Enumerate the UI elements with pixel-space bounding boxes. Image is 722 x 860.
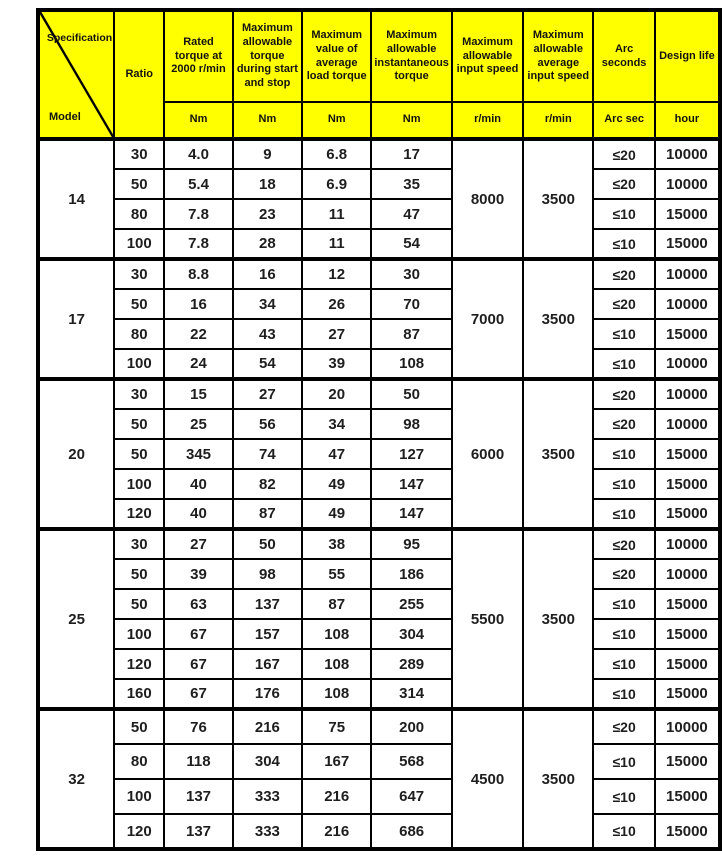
avg-load-torque-cell: 27 [302, 319, 371, 349]
ratio-cell: 100 [114, 619, 164, 649]
startstop-torque-cell: 54 [233, 349, 302, 379]
avg-load-torque-cell: 108 [302, 649, 371, 679]
arc-sec-cell: ≤20 [593, 139, 654, 169]
rated-torque-cell: 345 [164, 439, 232, 469]
avg-load-torque-cell: 11 [302, 229, 371, 259]
design-life-cell: 15000 [655, 814, 720, 849]
instantaneous-torque-cell: 95 [371, 529, 452, 559]
ratio-cell: 120 [114, 814, 164, 849]
unit-cell-design-life: hour [655, 102, 720, 139]
rated-torque-cell: 67 [164, 619, 232, 649]
table-row [38, 139, 720, 169]
column-header-startstop-torque: Maximum allowable torque during start and stop [233, 10, 302, 102]
avg-load-torque-cell: 75 [302, 709, 371, 744]
ratio-column-header: Ratio [114, 10, 164, 139]
input-speed-cell: 6000 [452, 379, 523, 529]
rated-torque-cell: 40 [164, 499, 232, 529]
model-cell: 25 [38, 529, 114, 709]
instantaneous-torque-cell: 127 [371, 439, 452, 469]
startstop-torque-cell: 16 [233, 259, 302, 289]
arc-sec-cell: ≤10 [593, 319, 654, 349]
instantaneous-torque-cell: 47 [371, 199, 452, 229]
column-header-input-speed: Maximum allowable input speed [452, 10, 523, 102]
input-speed-cell: 5500 [452, 529, 523, 709]
ratio-cell: 50 [114, 289, 164, 319]
design-life-cell: 15000 [655, 619, 720, 649]
arc-sec-cell: ≤10 [593, 814, 654, 849]
arc-sec-cell: ≤10 [593, 499, 654, 529]
avg-load-torque-cell: 49 [302, 469, 371, 499]
design-life-cell: 10000 [655, 169, 720, 199]
table-row [38, 744, 720, 779]
instantaneous-torque-cell: 54 [371, 229, 452, 259]
rated-torque-cell: 4.0 [164, 139, 232, 169]
startstop-torque-cell: 82 [233, 469, 302, 499]
table-row [38, 679, 720, 709]
design-life-cell: 10000 [655, 349, 720, 379]
startstop-torque-cell: 27 [233, 379, 302, 409]
ratio-cell: 100 [114, 349, 164, 379]
design-life-cell: 15000 [655, 229, 720, 259]
column-header-arc-seconds: Arc seconds [593, 10, 654, 102]
rated-torque-cell: 118 [164, 744, 232, 779]
table-row [38, 619, 720, 649]
table-row [38, 779, 720, 814]
column-header-design-life: Design life [655, 10, 720, 102]
design-life-cell: 10000 [655, 409, 720, 439]
unit-cell-avg-load-torque: Nm [302, 102, 371, 139]
instantaneous-torque-cell: 50 [371, 379, 452, 409]
table-row [38, 169, 720, 199]
startstop-torque-cell: 50 [233, 529, 302, 559]
ratio-cell: 120 [114, 499, 164, 529]
model-cell: 17 [38, 259, 114, 379]
startstop-torque-cell: 176 [233, 679, 302, 709]
design-life-cell: 10000 [655, 559, 720, 589]
ratio-cell: 160 [114, 679, 164, 709]
corner-specification-label: Specification [46, 32, 113, 44]
design-life-cell: 10000 [655, 379, 720, 409]
rated-torque-cell: 7.8 [164, 199, 232, 229]
arc-sec-cell: ≤20 [593, 559, 654, 589]
avg-load-torque-cell: 167 [302, 744, 371, 779]
corner-model-label: Model [49, 111, 81, 124]
arc-sec-cell: ≤20 [593, 709, 654, 744]
avg-load-torque-cell: 38 [302, 529, 371, 559]
rated-torque-cell: 15 [164, 379, 232, 409]
column-header-rated-torque: Rated torque at 2000 r/min [164, 10, 232, 102]
avg-load-torque-cell: 55 [302, 559, 371, 589]
avg-input-speed-cell: 3500 [523, 259, 593, 379]
rated-torque-cell: 5.4 [164, 169, 232, 199]
avg-load-torque-cell: 20 [302, 379, 371, 409]
ratio-cell: 30 [114, 139, 164, 169]
startstop-torque-cell: 167 [233, 649, 302, 679]
arc-sec-cell: ≤10 [593, 649, 654, 679]
instantaneous-torque-cell: 647 [371, 779, 452, 814]
column-header-avg-input-speed: Maximum allowable average input speed [523, 10, 593, 102]
table-row [38, 589, 720, 619]
ratio-cell: 30 [114, 379, 164, 409]
rated-torque-cell: 7.8 [164, 229, 232, 259]
table-row [38, 319, 720, 349]
avg-input-speed-cell: 3500 [523, 529, 593, 709]
rated-torque-cell: 25 [164, 409, 232, 439]
table-row [38, 529, 720, 559]
avg-input-speed-cell: 3500 [523, 379, 593, 529]
rated-torque-cell: 67 [164, 649, 232, 679]
startstop-torque-cell: 34 [233, 289, 302, 319]
instantaneous-torque-cell: 30 [371, 259, 452, 289]
input-speed-cell: 8000 [452, 139, 523, 259]
arc-sec-cell: ≤20 [593, 169, 654, 199]
instantaneous-torque-cell: 314 [371, 679, 452, 709]
avg-load-torque-cell: 6.9 [302, 169, 371, 199]
corner-diagonal [40, 12, 113, 137]
table-row [38, 199, 720, 229]
arc-sec-cell: ≤20 [593, 529, 654, 559]
rated-torque-cell: 39 [164, 559, 232, 589]
table-row [38, 709, 720, 744]
ratio-cell: 50 [114, 589, 164, 619]
design-life-cell: 15000 [655, 679, 720, 709]
ratio-cell: 80 [114, 744, 164, 779]
unit-cell-avg-input-speed: r/min [523, 102, 593, 139]
avg-input-speed-cell: 3500 [523, 139, 593, 259]
rated-torque-cell: 27 [164, 529, 232, 559]
design-life-cell: 10000 [655, 289, 720, 319]
avg-load-torque-cell: 39 [302, 349, 371, 379]
unit-cell-rated-torque: Nm [164, 102, 232, 139]
table-row [38, 349, 720, 379]
avg-load-torque-cell: 216 [302, 814, 371, 849]
column-header-instantaneous-torque: Maximum allowable instantaneous torque [371, 10, 452, 102]
arc-sec-cell: ≤10 [593, 744, 654, 779]
table-row [38, 409, 720, 439]
arc-sec-cell: ≤10 [593, 439, 654, 469]
table-row [38, 559, 720, 589]
design-life-cell: 10000 [655, 259, 720, 289]
startstop-torque-cell: 304 [233, 744, 302, 779]
design-life-cell: 15000 [655, 469, 720, 499]
input-speed-cell: 4500 [452, 709, 523, 849]
specification-table [36, 8, 722, 851]
instantaneous-torque-cell: 686 [371, 814, 452, 849]
rated-torque-cell: 22 [164, 319, 232, 349]
arc-sec-cell: ≤10 [593, 779, 654, 814]
rated-torque-cell: 40 [164, 469, 232, 499]
rated-torque-cell: 63 [164, 589, 232, 619]
instantaneous-torque-cell: 200 [371, 709, 452, 744]
table-row [38, 469, 720, 499]
ratio-cell: 100 [114, 469, 164, 499]
design-life-cell: 10000 [655, 139, 720, 169]
corner-header-cell [38, 10, 114, 139]
arc-sec-cell: ≤10 [593, 589, 654, 619]
startstop-torque-cell: 137 [233, 589, 302, 619]
table-row [38, 289, 720, 319]
design-life-cell: 15000 [655, 779, 720, 814]
ratio-cell: 120 [114, 649, 164, 679]
design-life-cell: 15000 [655, 199, 720, 229]
startstop-torque-cell: 157 [233, 619, 302, 649]
ratio-cell: 50 [114, 439, 164, 469]
arc-sec-cell: ≤10 [593, 679, 654, 709]
unit-cell-input-speed: r/min [452, 102, 523, 139]
startstop-torque-cell: 87 [233, 499, 302, 529]
startstop-torque-cell: 28 [233, 229, 302, 259]
table-row [38, 439, 720, 469]
avg-load-torque-cell: 34 [302, 409, 371, 439]
avg-load-torque-cell: 108 [302, 619, 371, 649]
instantaneous-torque-cell: 98 [371, 409, 452, 439]
startstop-torque-cell: 74 [233, 439, 302, 469]
rated-torque-cell: 76 [164, 709, 232, 744]
ratio-cell: 30 [114, 259, 164, 289]
instantaneous-torque-cell: 17 [371, 139, 452, 169]
unit-cell-instantaneous-torque: Nm [371, 102, 452, 139]
startstop-torque-cell: 98 [233, 559, 302, 589]
instantaneous-torque-cell: 108 [371, 349, 452, 379]
arc-sec-cell: ≤10 [593, 349, 654, 379]
model-cell: 20 [38, 379, 114, 529]
startstop-torque-cell: 9 [233, 139, 302, 169]
arc-sec-cell: ≤20 [593, 409, 654, 439]
input-speed-cell: 7000 [452, 259, 523, 379]
instantaneous-torque-cell: 186 [371, 559, 452, 589]
table-row [38, 499, 720, 529]
rated-torque-cell: 137 [164, 779, 232, 814]
rated-torque-cell: 8.8 [164, 259, 232, 289]
instantaneous-torque-cell: 35 [371, 169, 452, 199]
avg-load-torque-cell: 6.8 [302, 139, 371, 169]
instantaneous-torque-cell: 147 [371, 499, 452, 529]
startstop-torque-cell: 333 [233, 779, 302, 814]
avg-load-torque-cell: 108 [302, 679, 371, 709]
unit-cell-arc-seconds: Arc sec [593, 102, 654, 139]
avg-load-torque-cell: 26 [302, 289, 371, 319]
startstop-torque-cell: 43 [233, 319, 302, 349]
design-life-cell: 15000 [655, 589, 720, 619]
ratio-cell: 50 [114, 409, 164, 439]
avg-load-torque-cell: 11 [302, 199, 371, 229]
design-life-cell: 10000 [655, 529, 720, 559]
arc-sec-cell: ≤10 [593, 469, 654, 499]
ratio-cell: 50 [114, 559, 164, 589]
instantaneous-torque-cell: 87 [371, 319, 452, 349]
arc-sec-cell: ≤20 [593, 289, 654, 319]
rated-torque-cell: 16 [164, 289, 232, 319]
avg-load-torque-cell: 87 [302, 589, 371, 619]
design-life-cell: 15000 [655, 649, 720, 679]
design-life-cell: 10000 [655, 709, 720, 744]
instantaneous-torque-cell: 289 [371, 649, 452, 679]
startstop-torque-cell: 18 [233, 169, 302, 199]
startstop-torque-cell: 23 [233, 199, 302, 229]
startstop-torque-cell: 216 [233, 709, 302, 744]
column-header-avg-load-torque: Maximum value of average load torque [302, 10, 371, 102]
table-row [38, 229, 720, 259]
ratio-cell: 100 [114, 229, 164, 259]
startstop-torque-cell: 56 [233, 409, 302, 439]
rated-torque-cell: 67 [164, 679, 232, 709]
instantaneous-torque-cell: 304 [371, 619, 452, 649]
design-life-cell: 15000 [655, 744, 720, 779]
table-row [38, 379, 720, 409]
instantaneous-torque-cell: 255 [371, 589, 452, 619]
startstop-torque-cell: 333 [233, 814, 302, 849]
rated-torque-cell: 24 [164, 349, 232, 379]
model-cell: 14 [38, 139, 114, 259]
avg-input-speed-cell: 3500 [523, 709, 593, 849]
design-life-cell: 15000 [655, 319, 720, 349]
instantaneous-torque-cell: 568 [371, 744, 452, 779]
rated-torque-cell: 137 [164, 814, 232, 849]
avg-load-torque-cell: 49 [302, 499, 371, 529]
avg-load-torque-cell: 47 [302, 439, 371, 469]
table-row [38, 259, 720, 289]
ratio-cell: 50 [114, 169, 164, 199]
design-life-cell: 15000 [655, 499, 720, 529]
ratio-cell: 80 [114, 199, 164, 229]
arc-sec-cell: ≤10 [593, 619, 654, 649]
ratio-cell: 80 [114, 319, 164, 349]
model-cell: 32 [38, 709, 114, 849]
avg-load-torque-cell: 216 [302, 779, 371, 814]
table-row [38, 814, 720, 849]
avg-load-torque-cell: 12 [302, 259, 371, 289]
arc-sec-cell: ≤10 [593, 229, 654, 259]
unit-cell-startstop-torque: Nm [233, 102, 302, 139]
table-row [38, 649, 720, 679]
ratio-cell: 100 [114, 779, 164, 814]
design-life-cell: 15000 [655, 439, 720, 469]
ratio-cell: 50 [114, 709, 164, 744]
instantaneous-torque-cell: 147 [371, 469, 452, 499]
arc-sec-cell: ≤10 [593, 199, 654, 229]
instantaneous-torque-cell: 70 [371, 289, 452, 319]
arc-sec-cell: ≤20 [593, 379, 654, 409]
ratio-cell: 30 [114, 529, 164, 559]
arc-sec-cell: ≤20 [593, 259, 654, 289]
